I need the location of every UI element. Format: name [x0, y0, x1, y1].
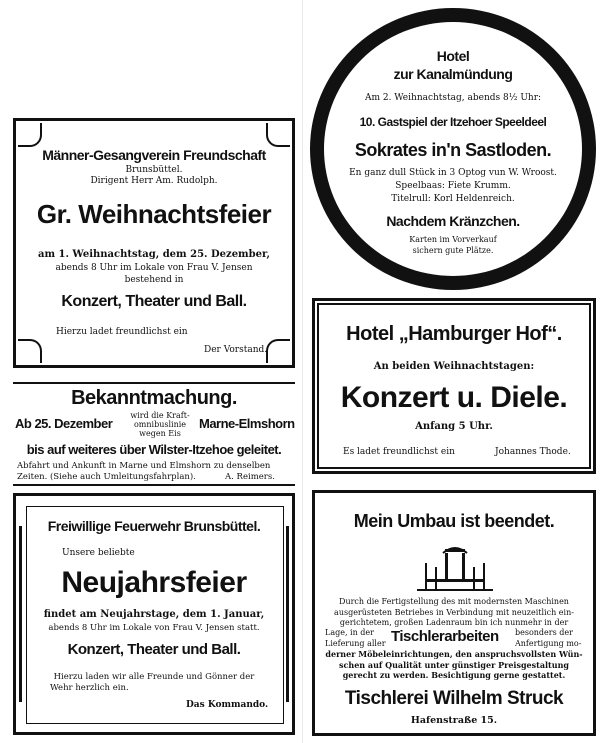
ad6-body-1: Durch die Fertigstellung des mit modernsten Maschinen — [339, 597, 569, 606]
furniture-illustration — [415, 543, 495, 593]
ad5-invite-line2: Wehr herzlich ein. — [50, 683, 129, 693]
ad2-title-line1: Hotel — [436, 48, 470, 64]
ad1-place: Brunsbüttel. — [125, 165, 183, 175]
ad6-title: Mein Umbau ist beendet. — [353, 511, 555, 531]
ad5-title: Freiwillige Feuerwehr Brunsbüttel. — [47, 518, 261, 534]
ad6-body-5-left: Lieferung aller — [325, 638, 386, 648]
ad5-program: Konzert, Theater und Ball. — [67, 641, 241, 658]
ad3-note1: Abfahrt und Ankunft in Marne und Elmshorn zu denselben — [17, 461, 271, 471]
ad6-body-3: gerichtetem, großen Ladenraum bin ich nunmehr in der — [339, 618, 569, 627]
ad1-when-line2: abends 8 Uhr im Lokale von Frau V. Jensen — [55, 263, 253, 273]
ad1-when-line1: am 1. Weihnachtstag, dem 25. Dezember, — [37, 249, 271, 260]
ad2-cast2: Titelrull: Korl Heldenreich. — [391, 194, 515, 204]
ad3-mid-2: omnibuslinie — [133, 420, 187, 429]
ad3-signature: A. Reimers. — [225, 472, 275, 482]
ad6-body-7: schen auf Qualität unter günstiger Preisgestaltung — [339, 659, 569, 670]
ad2-guest: 10. Gastspiel der Itzehoer Speeldeel — [359, 115, 547, 129]
ad1-consisting: bestehend in — [124, 275, 184, 285]
ad2-presale2: sichern gute Plätze. — [412, 246, 494, 255]
ad3-mid-3: wegen Eis — [139, 429, 181, 438]
ad1-invite: Hierzu ladet freundlichst ein — [56, 327, 188, 337]
ad6-body — [325, 597, 583, 629]
ad3-note2: Zeiten. (Siehe auch Umleitungsfahrplan). — [17, 472, 196, 482]
ad1-signature: Der Vorstand. — [204, 345, 268, 355]
ad6-body-5-right: Anfertigung mo- — [515, 638, 582, 648]
ad4-headline: Konzert u. Diele. — [340, 381, 568, 414]
ad6-body-4-left: Lage, in der — [325, 628, 374, 637]
ad6-body-4-right: besonders der — [515, 628, 573, 637]
ad6-body-left — [325, 628, 386, 649]
ad2-desc: En ganz dull Stück in 3 Optog vun W. Wroost. — [349, 168, 557, 178]
ad5-when-line2: abends 8 Uhr im Lokale von Frau V. Jensen statt. — [48, 623, 260, 633]
ad6-body-2: ausgerüsteten Betriebes in Verbindung mit neuzeitlich ein- — [334, 607, 574, 617]
ad2-after: Nachdem Kränzchen. — [386, 213, 520, 229]
ad6-body-right — [515, 628, 581, 649]
ad1-headline: Gr. Weihnachtsfeier — [36, 199, 272, 229]
ad4-signature: Johannes Thode. — [495, 447, 571, 457]
ad5-signature: Das Kommando. — [186, 700, 269, 710]
ad6-body-6: derner Möbeleinrichtungen, den anspruchsvollsten Wün- — [325, 649, 583, 659]
ornament-top-right — [266, 123, 290, 147]
ad3-route: Marne-Elmshorn — [199, 416, 295, 431]
ad1-title: Männer-Gesangverein Freundschaft — [42, 147, 266, 163]
ad5-headline: Neujahrsfeier — [61, 566, 247, 599]
ad6-highlight: Tischlerarbeiten — [391, 628, 499, 645]
ad2-date: Am 2. Weihnachtstag, abends 8½ Uhr: — [364, 93, 542, 103]
ad-kanalmuendung — [310, 8, 596, 290]
ad-tischlerei — [312, 490, 596, 736]
ad4-start: Anfang 5 Uhr. — [415, 421, 493, 432]
ad3-mid — [125, 411, 195, 438]
ad4-title: Hotel „Hamburger Hof“. — [346, 323, 562, 345]
ornament-top-left — [18, 123, 42, 147]
ad2-presale1: Karten im Vorverkauf — [409, 235, 497, 244]
column-divider — [302, 0, 303, 743]
ad6-body-tail — [325, 649, 583, 681]
ornament-bottom-right — [266, 339, 290, 363]
ad5-invite-line1: Hierzu laden wir alle Freunde und Gönner der — [53, 672, 255, 682]
ad1-program: Konzert, Theater und Ball. — [61, 293, 247, 310]
ad3-title: Bekanntmachung. — [71, 387, 237, 409]
ad2-cast1: Speelbaas: Fiete Krumm. — [395, 181, 511, 191]
ad3-mid-1: wird die Kraft- — [130, 411, 190, 420]
ad5-when-line1: findet am Neujahrstage, dem 1. Januar, — [43, 609, 265, 620]
ad6-company: Tischlerei Wilhelm Struck — [344, 688, 564, 709]
ad-feuerwehr — [13, 493, 295, 735]
ad-hamburger-hof — [312, 298, 596, 474]
ad-bekanntmachung — [13, 382, 295, 486]
ad2-play: Sokrates in'n Sastloden. — [354, 140, 552, 160]
ad6-body-8: gerecht zu werden. Besichtigung gerne gestattet. — [342, 670, 566, 680]
ad3-from: Ab 25. Dezember — [15, 416, 113, 431]
ad-gesangverein — [13, 118, 295, 368]
ad5-intro: Unsere beliebte — [62, 548, 135, 558]
ornament-bottom-left — [18, 339, 42, 363]
ad2-title-line2: zur Kanalmündung — [393, 66, 513, 82]
ad6-address: Hafenstraße 15. — [410, 715, 498, 726]
ad4-invite: Es ladet freundlichst ein — [343, 447, 455, 457]
ad3-until: bis auf weiteres über Wilster-Itzehoe geleitet. — [26, 442, 282, 457]
ad1-conductor: Dirigent Herr Am. Rudolph. — [90, 176, 218, 186]
ad4-sub: An beiden Weihnachtstagen: — [373, 361, 535, 372]
